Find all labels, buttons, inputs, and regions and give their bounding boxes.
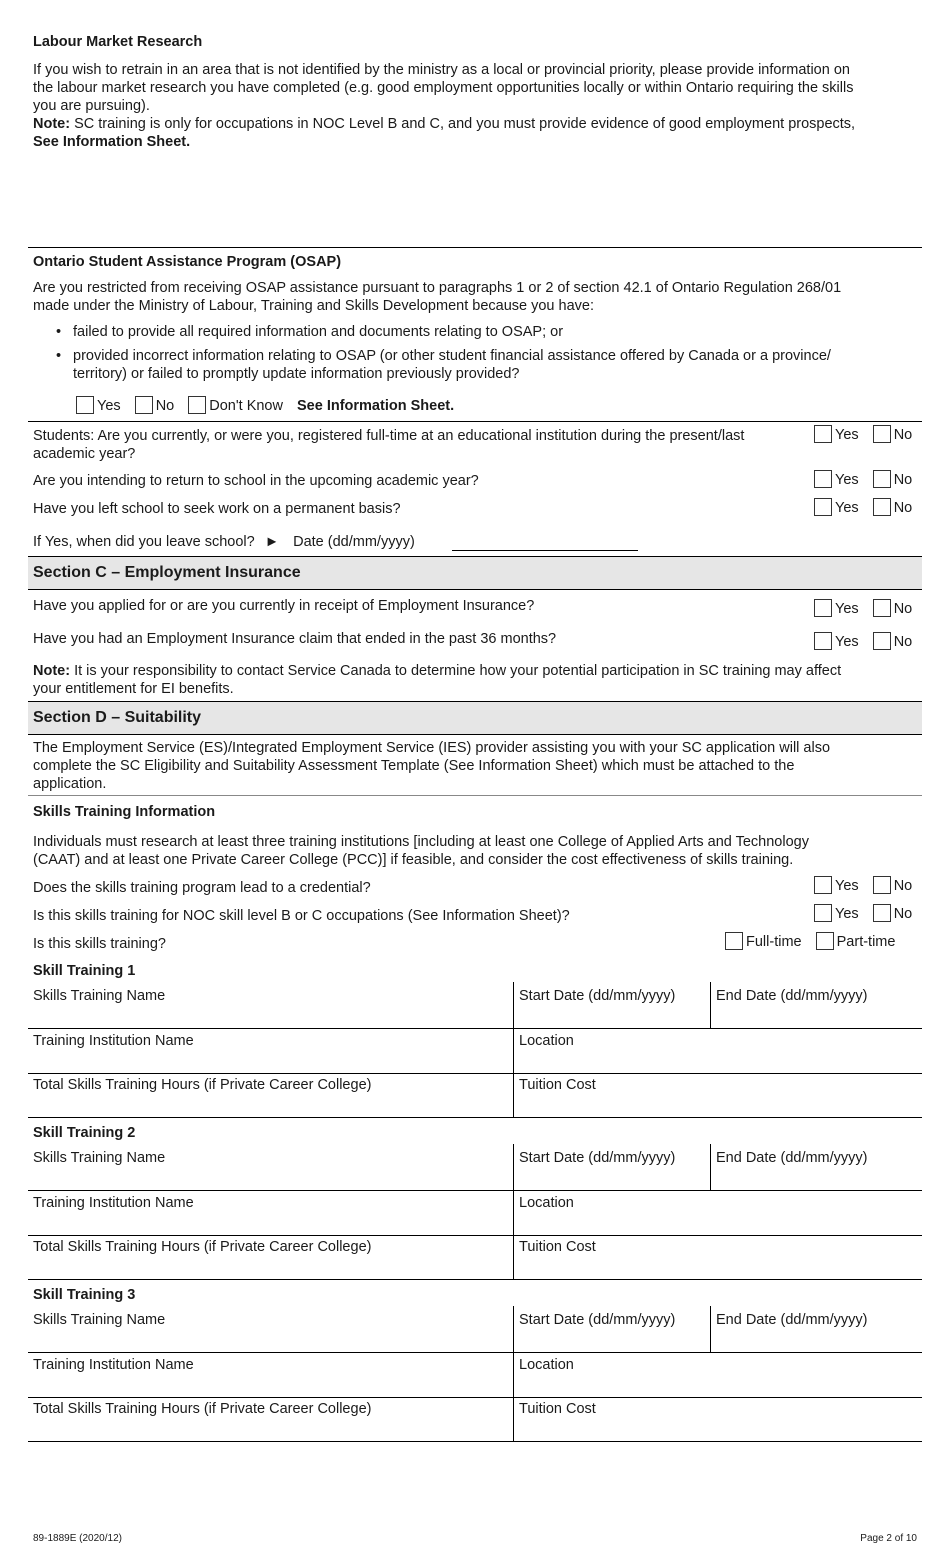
lmr-note-label: Note:: [33, 116, 71, 132]
osap-no-checkbox[interactable]: [135, 396, 153, 414]
credential-question: Does the skills training program lead to a credential?: [33, 880, 371, 896]
institution-name-label: Training Institution Name: [33, 1033, 194, 1049]
lmr-heading: Labour Market Research: [33, 34, 203, 50]
divider: [28, 1352, 922, 1353]
yes-label: Yes: [835, 427, 859, 443]
institution-name-input[interactable]: [28, 1048, 513, 1072]
no-label: No: [893, 906, 913, 922]
lmr-note-see: See Information Sheet.: [33, 134, 191, 150]
ei-q2-no-checkbox[interactable]: [873, 632, 891, 650]
column-divider: [710, 1144, 711, 1191]
credential-yes-checkbox[interactable]: [814, 876, 832, 894]
section-d-title: Section D – Suitability: [33, 709, 202, 726]
divider: [28, 1028, 922, 1029]
bullet-marker: •: [56, 324, 62, 340]
skill-training-block: [0, 1286, 950, 1448]
osap-yes-checkbox[interactable]: [76, 396, 94, 414]
osap-options: [76, 396, 454, 415]
skill-training-block: [0, 962, 950, 1124]
yes-label: Yes: [835, 878, 859, 894]
osap-yes-label: Yes: [97, 398, 121, 414]
leave-school-date-input[interactable]: [452, 534, 638, 551]
students-q3-yes-checkbox[interactable]: [814, 498, 832, 516]
osap-question-line-1: Are you restricted from receiving OSAP assistance pursuant to paragraphs 1 or 2 of section 42.1 of Ontario Regulation 268/01: [33, 280, 842, 296]
tuition-cost-input[interactable]: [514, 1254, 922, 1279]
students-q2: Are you intending to return to school in the upcoming academic year?: [33, 473, 479, 489]
section-d-line-3: application.: [33, 776, 107, 792]
no-label: No: [893, 500, 913, 516]
tuition-cost-label: Tuition Cost: [519, 1401, 596, 1417]
section-c-note: [33, 662, 918, 698]
divider: [28, 1397, 922, 1398]
end-date-input[interactable]: [711, 1326, 922, 1352]
skills-training-name-label: Skills Training Name: [33, 1312, 166, 1328]
institution-name-input[interactable]: [28, 1210, 513, 1234]
lmr-line-2: the labour market research you have completed (e.g. good employment opportunities locally or within Ontario requiring the skills: [33, 80, 854, 96]
institution-name-label: Training Institution Name: [33, 1357, 194, 1373]
skill-training-title: Skill Training 3: [33, 1287, 136, 1303]
osap-bullet-1: failed to provide all required information and documents relating to OSAP; or: [73, 324, 564, 340]
part-time-label: Part-time: [836, 934, 896, 950]
students-q3-options: [814, 498, 912, 517]
noc-question: Is this skills training for NOC skill level B or C occupations (See Information Sheet)?: [33, 908, 570, 924]
divider: [28, 1235, 922, 1236]
page-number: Page 2 of 10: [860, 1533, 917, 1544]
divider: [28, 421, 922, 422]
end-date-input[interactable]: [711, 1164, 922, 1190]
start-date-input[interactable]: [514, 1164, 710, 1190]
skills-training-info-heading: Skills Training Information: [33, 804, 216, 820]
lmr-note-text: SC training is only for occupations in NOC Level B and C, and you must provide evidence of good employment prospects,: [70, 116, 856, 132]
osap-heading: Ontario Student Assistance Program (OSAP): [33, 254, 342, 270]
institution-name-label: Training Institution Name: [33, 1195, 194, 1211]
students-q4: [33, 533, 415, 551]
sti-line-2: (CAAT) and at least one Private Career College (PCC)] if feasible, and consider the cost effectiveness of skills training.: [33, 852, 794, 868]
part-time-checkbox[interactable]: [816, 932, 834, 950]
end-date-label: End Date (dd/mm/yyyy): [716, 1150, 868, 1166]
osap-bullet-2-line-2: territory) or failed to promptly update information previously provided?: [73, 366, 520, 382]
students-q4-text: If Yes, when did you leave school?: [33, 534, 255, 550]
lmr-note: [33, 115, 918, 133]
training-hours-input[interactable]: [28, 1092, 513, 1117]
section-c-header: [28, 556, 922, 590]
end-date-label: End Date (dd/mm/yyyy): [716, 1312, 868, 1328]
skills-training-info-paragraph: [33, 833, 918, 869]
noc-options: [814, 904, 912, 923]
skill-training-title: Skill Training 1: [33, 963, 136, 979]
location-input[interactable]: [514, 1372, 922, 1396]
lmr-line-3: you are pursuing).: [33, 98, 150, 114]
no-label: No: [893, 878, 913, 894]
students-q1-line-2: academic year?: [33, 446, 136, 462]
lmr-response-area[interactable]: [28, 152, 922, 246]
start-date-label: Start Date (dd/mm/yyyy): [519, 1150, 676, 1166]
skill-training-block: [0, 1124, 950, 1286]
section-c-note-line-1: It is your responsibility to contact Service Canada to determine how your potential participation in SC training may affect: [70, 663, 842, 679]
column-divider: [513, 1306, 514, 1442]
column-divider: [710, 1306, 711, 1353]
training-type-options: [725, 932, 895, 951]
training-hours-label: Total Skills Training Hours (if Private Career College): [33, 1401, 372, 1417]
no-label: No: [893, 601, 913, 617]
section-c-note-label: Note:: [33, 663, 71, 679]
section-d-paragraph: [33, 739, 918, 793]
lmr-line-1: If you wish to retrain in an area that is not identified by the ministry as a local or provincial priority, please provide information on: [33, 62, 850, 78]
osap-see-info: See Information Sheet.: [297, 398, 455, 414]
start-date-label: Start Date (dd/mm/yyyy): [519, 1312, 676, 1328]
yes-label: Yes: [835, 601, 859, 617]
students-q3: Have you left school to seek work on a permanent basis?: [33, 501, 401, 517]
yes-label: Yes: [835, 906, 859, 922]
students-q3-no-checkbox[interactable]: [873, 498, 891, 516]
students-q1-options: [814, 425, 912, 444]
no-label: No: [893, 634, 913, 650]
divider: [28, 1190, 922, 1191]
training-hours-input[interactable]: [28, 1416, 513, 1441]
end-date-input[interactable]: [711, 1002, 922, 1028]
divider: [28, 1279, 922, 1280]
training-hours-label: Total Skills Training Hours (if Private Career College): [33, 1239, 372, 1255]
tuition-cost-label: Tuition Cost: [519, 1239, 596, 1255]
students-q1-yes-checkbox[interactable]: [814, 425, 832, 443]
section-d-line-2: complete the SC Eligibility and Suitability Assessment Template (See Information Sheet) which must be attached to the: [33, 758, 795, 774]
skills-training-name-input[interactable]: [28, 1164, 513, 1190]
start-date-input[interactable]: [514, 1326, 710, 1352]
location-label: Location: [519, 1357, 574, 1373]
column-divider: [710, 982, 711, 1029]
location-input[interactable]: [514, 1048, 922, 1072]
section-c-q2: Have you had an Employment Insurance claim that ended in the past 36 months?: [33, 631, 557, 647]
institution-name-input[interactable]: [28, 1372, 513, 1396]
divider: [28, 247, 922, 248]
tuition-cost-input[interactable]: [514, 1416, 922, 1441]
skill-training-title: Skill Training 2: [33, 1125, 136, 1141]
location-input[interactable]: [514, 1210, 922, 1234]
no-label: No: [893, 472, 913, 488]
yes-label: Yes: [835, 634, 859, 650]
divider: [28, 1441, 922, 1442]
section-c-q2-options: [814, 632, 912, 651]
yes-label: Yes: [835, 472, 859, 488]
start-date-input[interactable]: [514, 1002, 710, 1028]
students-q2-options: [814, 470, 912, 489]
ei-q1-yes-checkbox[interactable]: [814, 599, 832, 617]
osap-bullet-2: [73, 347, 918, 383]
students-q4-date-label: Date (dd/mm/yyyy): [293, 534, 415, 550]
divider: [28, 795, 922, 796]
tuition-cost-input[interactable]: [514, 1092, 922, 1117]
training-hours-input[interactable]: [28, 1254, 513, 1279]
end-date-label: End Date (dd/mm/yyyy): [716, 988, 868, 1004]
column-divider: [513, 982, 514, 1118]
yes-label: Yes: [835, 500, 859, 516]
section-d-header: [28, 701, 922, 735]
bullet-marker: •: [56, 348, 62, 364]
training-type-question: Is this skills training?: [33, 936, 166, 952]
arrow-right-icon: ►: [264, 534, 280, 550]
divider: [28, 1073, 922, 1074]
skills-training-name-input[interactable]: [28, 1326, 513, 1352]
form-id: 89-1889E (2020/12): [33, 1533, 122, 1544]
osap-dont-know-checkbox[interactable]: [188, 396, 206, 414]
noc-yes-checkbox[interactable]: [814, 904, 832, 922]
osap-bullet-2-line-1: provided incorrect information relating to OSAP (or other student financial assistance offered by Canada or a province/: [73, 348, 831, 364]
section-c-title: Section C – Employment Insurance: [33, 564, 301, 581]
location-label: Location: [519, 1195, 574, 1211]
skills-training-name-label: Skills Training Name: [33, 1150, 166, 1166]
training-hours-label: Total Skills Training Hours (if Private Career College): [33, 1077, 372, 1093]
location-label: Location: [519, 1033, 574, 1049]
skills-training-name-input[interactable]: [28, 1002, 513, 1028]
students-q1-line-1: Students: Are you currently, or were you, registered full-time at an educational institution during the present/last: [33, 428, 745, 444]
skills-training-name-label: Skills Training Name: [33, 988, 166, 1004]
students-q2-yes-checkbox[interactable]: [814, 470, 832, 488]
section-d-line-1: The Employment Service (ES)/Integrated Employment Service (IES) provider assisting you with your SC application will also: [33, 740, 831, 756]
full-time-checkbox[interactable]: [725, 932, 743, 950]
students-q1-no-checkbox[interactable]: [873, 425, 891, 443]
section-c-q1: Have you applied for or are you currently in receipt of Employment Insurance?: [33, 598, 535, 614]
credential-no-checkbox[interactable]: [873, 876, 891, 894]
lmr-paragraph: [33, 61, 918, 151]
section-c-note-line-2: your entitlement for EI benefits.: [33, 681, 234, 697]
osap-no-label: No: [155, 398, 175, 414]
osap-question-line-2: made under the Ministry of Labour, Training and Skills Development because you have:: [33, 298, 594, 314]
ei-q1-no-checkbox[interactable]: [873, 599, 891, 617]
no-label: No: [893, 427, 913, 443]
noc-no-checkbox[interactable]: [873, 904, 891, 922]
start-date-label: Start Date (dd/mm/yyyy): [519, 988, 676, 1004]
divider: [28, 1117, 922, 1118]
column-divider: [513, 1144, 514, 1280]
students-q1: [33, 427, 803, 463]
students-q2-no-checkbox[interactable]: [873, 470, 891, 488]
osap-question: [33, 279, 918, 315]
full-time-label: Full-time: [746, 934, 802, 950]
tuition-cost-label: Tuition Cost: [519, 1077, 596, 1093]
ei-q2-yes-checkbox[interactable]: [814, 632, 832, 650]
section-c-q1-options: [814, 599, 912, 618]
sti-line-1: Individuals must research at least three training institutions [including at least one College of Applied Arts and Technology: [33, 834, 809, 850]
osap-dont-know-label: Don't Know: [209, 398, 283, 414]
credential-options: [814, 876, 912, 895]
